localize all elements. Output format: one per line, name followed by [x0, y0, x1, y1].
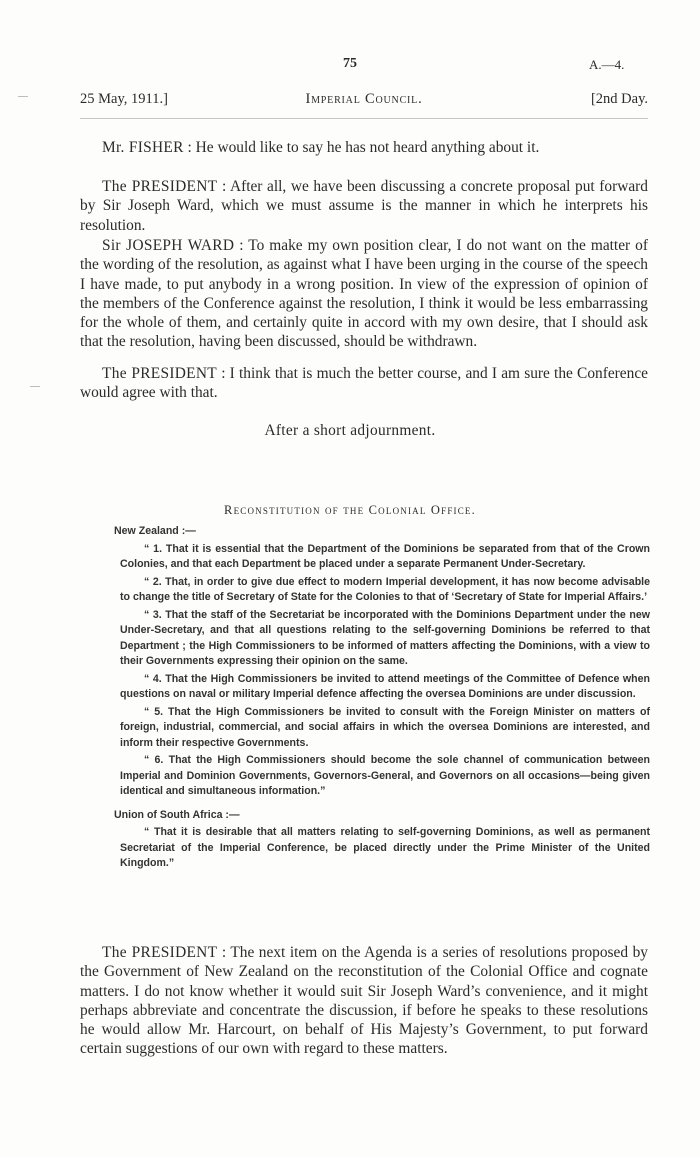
speech-ward: [80, 236, 648, 352]
speaker-name: Mr. FISHER: [102, 139, 184, 156]
resolution-item: “ 4. That the High Commissioners be invited to attend meetings of the Committee of Defence when questions on naval or military Imperial defence affecting the oversea Dominions are under discussion.: [120, 672, 650, 700]
running-head-date: 25 May, 1911.]: [80, 91, 168, 107]
resolution-item: “ That it is desirable that all matters relating to self-governing Dominions, as well as permanent Secretariat of the Imperial Conference, be placed directly under the Prime Minister of the United Kingdom.”: [120, 826, 650, 869]
speech-fisher: [80, 138, 648, 157]
speech-president-2: [80, 364, 648, 403]
south-africa-label: Union of South Africa :—: [114, 808, 240, 821]
resolution-item: “ 2. That, in order to give due effect to modern Imperial development, it has now become advisable to change the title of Secretary of State for the Colonies to that of ‘Secretary of State for Imperial Affairs.’: [120, 575, 650, 603]
speaker-name: Sir JOSEPH WARD: [102, 237, 235, 254]
adjournment-note: After a short adjournment.: [264, 422, 436, 439]
running-head-day: [2nd Day.: [590, 91, 648, 107]
new-zealand-label: New Zealand :—: [114, 525, 196, 537]
speaker-name: The PRESIDENT: [102, 178, 218, 195]
resolution-item: “ 5. That the High Commissioners be invited to consult with the Foreign Minister on matters of foreign, industrial, commercial, and social affairs in which the oversea Dominions are interested, and inform their respective Governments.: [120, 705, 650, 749]
speech-president-1: [80, 177, 648, 235]
new-zealand-resolutions: [114, 524, 650, 874]
resolution-item: “ 1. That it is essential that the Department of the Dominions be separated from that of the Crown Colonies, and that each Department be placed under a separate Permanent Under-Secretary.: [120, 542, 650, 570]
section-title: Reconstitution of the Colonial Office.: [224, 503, 476, 517]
page-reference: A.—4.: [589, 57, 625, 72]
speech-text: : To make my own position clear, I do not want on the matter of the wording of the resolution, as against what I have been urging in the course of the speech I have made, to put anybody in a wrong position. In view of the expression of opinion of the members of the Conference against the resolution, I think it would be less embarrassing for the whole of them, and certainly quite in accord with my own desire, that I should ask that the resolution, having been discussed, should be withdrawn.: [80, 237, 648, 351]
page-number: 75: [343, 56, 357, 71]
margin-mark: [18, 96, 28, 97]
resolution-item: “ 6. That the High Commissioners should become the sole channel of communication between Imperial and Dominion Governments, Governors-General, and Governors on all occasions—being given identical and simultaneous information.”: [120, 754, 650, 797]
running-head-title: Imperial Council.: [305, 91, 423, 107]
speech-text: : I think that is much the better course, and I am sure the Conference would agree with that.: [80, 365, 648, 402]
speech-text: : The next item on the Agenda is a series of resolutions proposed by the Government of New Zealand on the reconstitution of the Colonial Office and cognate matters. I do not know whether it would suit Sir Joseph Ward’s convenience, and it might perhaps abbreviate and concentrate the discussion, if before he speaks to these resolutions he would allow Mr. Harcourt, on behalf of His Majesty’s Government, to put forward certain suggestions of our own with regard to these matters.: [80, 944, 648, 1058]
speaker-name: The PRESIDENT: [102, 365, 217, 382]
speech-president-3: [80, 943, 648, 1059]
speaker-name: The PRESIDENT: [102, 944, 218, 961]
margin-mark: [30, 386, 40, 387]
resolution-item: “ 3. That the staff of the Secretariat be incorporated with the Dominions Department under the new Under-Secretary, and that all questions relating to the self-governing Dominions be referred to that Department ; the High Commissioners to be informed of matters affecting the Dominions, with a view to their Governments expressing their opinion on the same.: [120, 608, 650, 667]
speech-text: : After all, we have been discussing a concrete proposal put forward by Sir Joseph Ward, which we must assume is the manner in which he interprets his resolution.: [80, 178, 648, 234]
header-rule: [80, 118, 648, 119]
speech-text: : He would like to say he has not heard anything about it.: [187, 139, 540, 156]
